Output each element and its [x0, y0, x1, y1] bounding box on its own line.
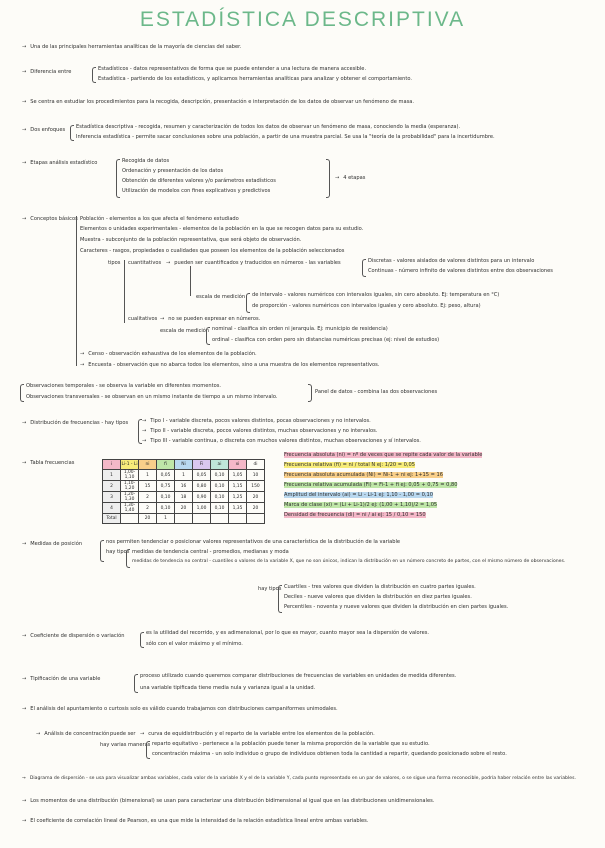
note-momentos: → Los momentos de una distribución (bimensional) se usan para caracterizar una distribución bidimensional al igual que en las distribuciones unidimensionales. [22, 798, 435, 804]
table-cell: 2 [139, 492, 157, 503]
def-ni: Frecuencia absoluta (ni) = nº de veces que se repite cada valor de la variable [284, 452, 483, 458]
page-title: ESTADÍSTICA DESCRIPTIVA [139, 8, 466, 31]
caracteres-tipos: tipos [108, 260, 121, 266]
def-fi: Frecuencia relativa (fi) = ni / total N ej: 1/20 = 0,05 [284, 462, 415, 468]
table-cell: 1 [175, 470, 193, 481]
concepto-caracteres: Caracteres - rasgos, propiedades o cualidades que poseen los elementos de la población seleccionados [80, 248, 345, 254]
tipificacion-def: proceso utilizado cuando queremos comparar distribuciones de frecuencias de variables en unidades de medida diferentes. [140, 673, 457, 679]
etapa-3: Obtención de diferentes valores y/o parámetros estadísticos [122, 178, 276, 184]
table-cell: 3 [103, 492, 121, 503]
table-cell: 0,10 [157, 503, 175, 514]
table-cell: 1 [157, 514, 175, 524]
table-cell: 0,05 [193, 470, 211, 481]
brace [100, 540, 104, 562]
table-cell: 4 [103, 503, 121, 514]
table-cell: 150 [247, 481, 265, 492]
table-header-cell: Ni [175, 460, 193, 470]
table-cell: 1 [103, 470, 121, 481]
table-cell: 1 [139, 470, 157, 481]
concentracion-curva: → curva de equidistribución y el reparto de la variable entre los elementos de la población. [140, 731, 375, 737]
table-cell: 0,10 [211, 481, 229, 492]
brace [126, 549, 130, 568]
table-cell: 0,05 [157, 470, 175, 481]
note-concentracion-label: → Análisis de concentración [36, 731, 110, 737]
note-curtosis: → El análisis del apuntamiento o curtosis solo es válido cuando trabajamos con distribuciones campaniformes unimodales. [22, 706, 338, 712]
def-Fi: Frecuencia relativa acumulada (Fi) = Fi-1 + fi ej: 0,05 + 0,75 = 0,80 [284, 482, 458, 488]
tendencia-no-central: medidas de tendencia no central - cuantiles o valores de la variable X, que no son únicos, indican la distribución en un número concreto de partes, con el mismo número de observaciones. [132, 559, 566, 564]
concentracion-maxima: concentración máxima - un solo individuo o grupo de individuos obtienen toda la cantidad a repartir, quedando posicionado sobre el resto. [152, 751, 507, 757]
table-header-row [103, 460, 265, 470]
table-header-cell: Fi [193, 460, 211, 470]
table-cell [193, 514, 211, 524]
var-discretas: Discretas - valores aislados de valores distintos para un intervalo [368, 258, 535, 264]
table-cell [121, 514, 139, 524]
table-row [103, 481, 265, 492]
cualitativos-def: → no se pueden expresar en números. [160, 316, 261, 322]
note-inferencia: Inferencia estadística - permite sacar conclusiones sobre una población, a partir de una muestra parcial. Se usa la "teoría de la probabilidad" para la incertidumbre. [76, 134, 495, 140]
brace [278, 585, 282, 613]
brace [246, 293, 250, 313]
table-header-cell: ai [211, 460, 229, 470]
note-etapas-label: → Etapas análisis estadístico [22, 160, 98, 166]
table-cell: 1,35 [229, 503, 247, 514]
note-medidas-label: → Medidas de posición [22, 541, 83, 547]
tipificacion-media: una variable tipificada tiene media nula y varianza igual a la unidad. [140, 685, 316, 691]
brace [20, 384, 24, 402]
table-cell: 1,05 [229, 470, 247, 481]
note-pearson: → El coeficiente de correlación lineal de Pearson, es una que mide la intensidad de la relación estadística lineal entre ambas variables. [22, 818, 369, 824]
table-row [103, 492, 265, 503]
table-cell: 0,10 [211, 492, 229, 503]
table-cell: 0,90 [193, 492, 211, 503]
table-cell: 1,10-1,20 [121, 481, 139, 492]
brace [206, 327, 210, 345]
brace [134, 674, 138, 693]
def-xi: Marca de clase (xi) = (Li + Li-1)/2 ej: (1,00 + 1,10)/2 = 1,05 [284, 502, 438, 508]
table-cell: 0,10 [211, 503, 229, 514]
reparto-equitativo: reparto equitativo - pertenece a la población puede tener la misma proporción de la variable que su estudio. [152, 741, 430, 747]
connector [76, 216, 77, 366]
tendencia-central: medidas de tendencia central - promedios, medianas y moda [132, 549, 289, 555]
table-cell: 20 [139, 514, 157, 524]
concentracion-puede: puede ser [110, 731, 136, 737]
concepto-encuesta: → Encuesta - observación que no abarca todos los elementos, sino a una muestra de los elementos representativos. [80, 362, 380, 368]
table-header-cell: ni [139, 460, 157, 470]
obs-transversales: Observaciones transversales - se observan en un mismo instante de tiempo a un mismo intervalo. [26, 394, 278, 400]
brace [308, 384, 312, 402]
table-header-cell: i [103, 460, 121, 470]
escala-ordinal: ordinal - clasifica con orden pero sin distancias numéricas precisas (ej: nivel de estudios) [212, 337, 440, 343]
concepto-censo: → Censo - observación exhaustiva de los elementos de la población. [80, 351, 257, 357]
percentiles: Percentiles - noventa y nueve valores que dividen la distribución en cien partes iguales. [284, 604, 509, 610]
note-tipificacion-label: → Tipificación de una variable [22, 676, 101, 682]
cuartiles: Cuartiles - tres valores que dividen la distribución en cuatro partes iguales. [284, 584, 476, 590]
coeficiente-def: es la utilidad del recorrido, y es adimensional, por lo que es mayor, cuanto mayor sea la dispersión de valores. [146, 630, 430, 636]
def-Ni: Frecuencia absoluta acumulada (Ni) = Ni-1 + ni ej: 1+15 = 16 [284, 472, 444, 478]
concepto-elementos: Elementos o unidades experimentales - elementos de la población en la que se recogen datos para su estudio. [80, 226, 364, 232]
table-cell: 20 [247, 492, 265, 503]
escala-medicion-cuali: escala de medición [160, 328, 210, 334]
cuantiles-tipos: hay tipos [258, 586, 282, 592]
table-cell: 16 [175, 481, 193, 492]
table-header-cell: Li-1 - Li [121, 460, 139, 470]
table-total-row [103, 514, 265, 524]
table-header-cell: xi [229, 460, 247, 470]
etapas-count: → 4 etapas [335, 175, 366, 181]
var-continuas: Continuas - número infinito de valores distintos entre dos observaciones [368, 268, 553, 274]
dist-tipo-2: → Tipo II - variable discreta, pocos valores distintos, muchas observaciones y no intervalos. [142, 428, 378, 434]
def-ai: Amplitud del intervalo (ai) = Li - Li-1 ej: 1,10 - 1,00 = 0,10 [284, 492, 433, 498]
coeficiente-valores: sólo con el valor máximo y el mínimo. [146, 641, 243, 647]
panel-datos: Panel de datos - combina las dos observaciones [315, 389, 438, 395]
tipo-cuantitativos: cuantitativos [128, 260, 162, 266]
deciles: Deciles - nueve valores que dividen la distribución en diez partes iguales. [284, 594, 472, 600]
brace [116, 159, 120, 198]
escala-proporcion: de proporción - valores numéricos con intervalos iguales y cero absoluto. Ej: peso, altura) [252, 303, 481, 309]
note-coeficiente-label: → Coeficiente de dispersión o variación [22, 633, 125, 639]
table-cell [229, 514, 247, 524]
obs-temporales: Observaciones temporales - se observa la variable en diferentes momentos. [26, 383, 221, 389]
table-cell: 1,30-1,40 [121, 503, 139, 514]
table-cell: 0,10 [157, 492, 175, 503]
connector [190, 266, 191, 296]
note-conceptos-label: → Conceptos básicos [22, 216, 78, 222]
note-enfoques-label: → Dos enfoques [22, 127, 66, 133]
etapa-2: Ordenación y presentación de los datos [122, 168, 224, 174]
table-row [103, 470, 265, 481]
table-cell: 18 [175, 492, 193, 503]
table-cell [211, 514, 229, 524]
table-cell: Total [103, 514, 121, 524]
table-cell [247, 514, 265, 524]
concentracion-maneras: hay varias maneras [100, 742, 151, 748]
etapa-4: Utilización de modelos con fines explicativos y predictivos [122, 188, 271, 194]
table-cell: 2 [139, 503, 157, 514]
brace [70, 125, 74, 141]
escala-intervalo: de intervalo - valores numéricos con intervalos iguales, sin cero absoluto. Ej: temperatura en °C) [252, 292, 500, 298]
note-distribucion-label: → Distribución de frecuencias - hay tipos [22, 420, 129, 426]
table-cell: 15 [139, 481, 157, 492]
etapa-1: Recogida de datos [122, 158, 170, 164]
escala-medicion-cuanti: escala de medición [196, 294, 246, 300]
medidas-tipos: hay tipos [106, 549, 130, 555]
table-cell: 20 [247, 503, 265, 514]
table-header-cell: di [247, 460, 265, 470]
table-cell [175, 514, 193, 524]
concepto-poblacion: Población - elementos a los que afecta el fenómeno estudiado [80, 216, 239, 222]
note-intro: → Una de las principales herramientas analíticas de la mayoría de ciencias del saber. [22, 44, 242, 50]
note-diferencia-label: → Diferencia entre [22, 69, 72, 75]
dist-tipo-1: → Tipo I - variable discreta, pocos valores distintos, pocas observaciones y no intervalos. [142, 418, 371, 424]
table-cell: 0,10 [211, 470, 229, 481]
table-cell: 1,00-1,10 [121, 470, 139, 481]
table-row [103, 503, 265, 514]
def-di: Densidad de frecuencia (di) = ni / ai ej: 15 / 0,10 = 150 [284, 512, 426, 518]
table-cell: 1,25 [229, 492, 247, 503]
brace [326, 159, 330, 198]
brace [362, 259, 366, 277]
dist-tipo-3: → Tipo III - variable continua, o discreta con muchos valores distintos, muchas observaciones y sí intervalos. [142, 438, 421, 444]
table-cell: 10 [247, 470, 265, 481]
note-diagrama-dispersion: → Diagrama de dispersión - se usa para visualizar ambas variables, cada valor de la variable X y el de la variable Y, cada punto representado en un par de valores, o se sigue una forma reconocible, podría haber relación entre las variables. [22, 776, 576, 781]
note-descriptiva: Estadística descriptiva - recogida, resumen y caracterización de todos los datos de observar un fenómeno de masa, conociendo la media (esperanza). [76, 124, 461, 130]
concepto-muestra: Muestra - subconjunto de la población representativa, que será objeto de observación. [80, 237, 302, 243]
table-cell: 1,00 [193, 503, 211, 514]
note-estadistica: Estadística - partiendo de los estadísticos, y aplicamos herramientas analíticas para analizar y obtener el comportamiento. [98, 76, 413, 82]
note-estadisticos: Estadísticos - datos representativos de forma que se puede entender a una lectura de manera accesible. [98, 66, 367, 72]
tipo-cualitativos: cualitativos [128, 316, 158, 322]
table-cell: 0,75 [157, 481, 175, 492]
connector [124, 260, 125, 323]
escala-nominal: nominal - clasifica sin orden ni jerarquía. Ej: municipio de residencia) [212, 326, 388, 332]
cuantitativos-def: → pueden ser cuantificados y traducidos en números - las variables [166, 260, 341, 266]
table-cell: 1,20-1,30 [121, 492, 139, 503]
note-tabla-label: → Tabla frecuencias [22, 460, 75, 466]
frequency-table [102, 459, 265, 524]
brace [140, 632, 144, 648]
table-cell: 2 [103, 481, 121, 492]
medidas-def: nos permiten tendenciar o posicionar valores representativos de una característica de la distribución de la variable [106, 539, 401, 545]
brace [146, 741, 150, 759]
brace [92, 67, 96, 83]
table-cell: 0,80 [193, 481, 211, 492]
note-se-centra: → Se centra en estudiar los procedimientos para la recogida, descripción, presentación e interpretación de los datos de observar un fenómeno de masa. [22, 99, 414, 105]
table-cell: 1,15 [229, 481, 247, 492]
table-header-cell: fi [157, 460, 175, 470]
table-cell: 20 [175, 503, 193, 514]
